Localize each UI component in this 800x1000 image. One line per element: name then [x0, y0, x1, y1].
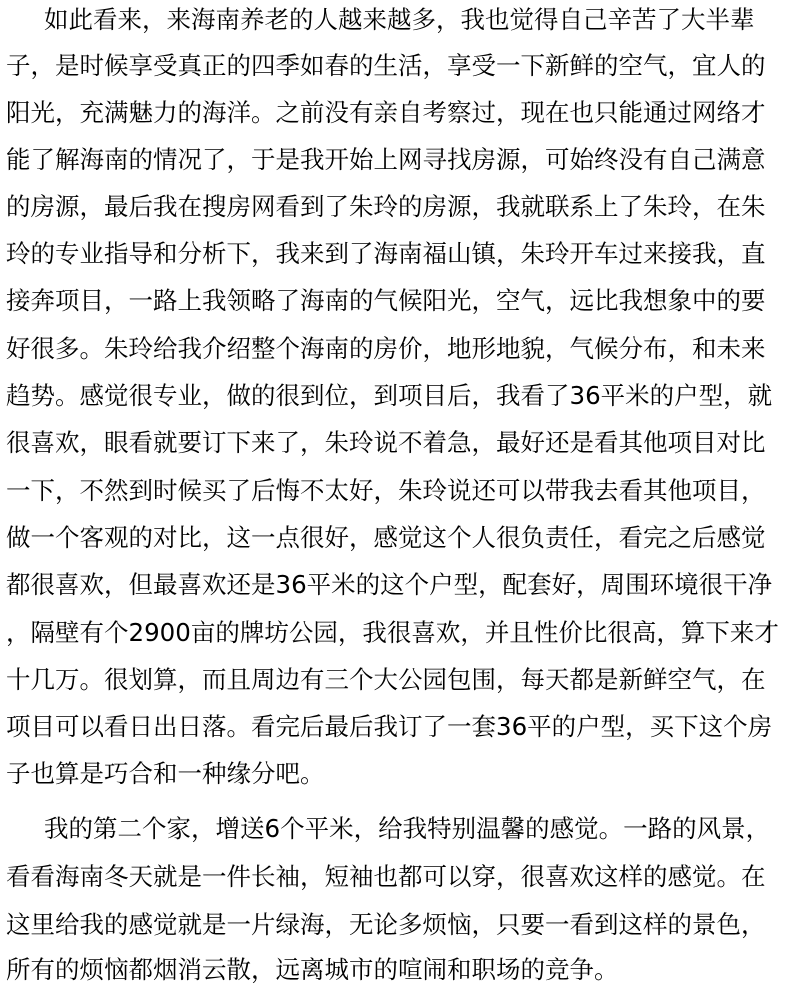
- text-line: 趋势。感觉很专业，做的很到位，到项目后，我看了36平米的户型，就: [6, 381, 773, 410]
- text-line: 如此看来，来海南养老的人越来越多，我也觉得自己辛苦了大半辈: [44, 5, 755, 34]
- text-line: 做一个客观的对比，这一点很好，感觉这个人很负责任，看完之后感觉: [6, 523, 766, 552]
- text-line: 接奔项目，一路上我领略了海南的气候阳光，空气，远比我想象中的要: [6, 286, 766, 315]
- text-line: 子，是时候享受真正的四季如春的生活，享受一下新鲜的空气，宜人的: [6, 51, 766, 80]
- text-line: 这里给我的感觉就是一片绿海，无论多烦恼，只要一看到这样的景色，: [6, 910, 766, 939]
- text-line: 一下，不然到时候买了后悔不太好，朱玲说还可以带我去看其他项目，: [6, 476, 766, 505]
- text-line: 阳光，充满魅力的海洋。之前没有亲自考察过，现在也只能通过网络才: [6, 98, 766, 127]
- text-line: 很喜欢，眼看就要订下来了，朱玲说不着急，最好还是看其他项目对比: [6, 428, 766, 457]
- text-line: 好很多。朱玲给我介绍整个海南的房价，地形地貌，气候分布，和未来: [6, 334, 766, 363]
- text-line: 都很喜欢，但最喜欢还是36平米的这个户型，配套好，周围环境很干净: [6, 570, 773, 599]
- text-line: ，隔壁有个2900亩的牌坊公园，我很喜欢，并且性价比很高，算下来才: [6, 618, 779, 647]
- text-line: 十几万。很划算，而且周边有三个大公园包围，每天都是新鲜空气，在: [6, 665, 766, 694]
- text-line: 能了解海南的情况了，于是我开始上网寻找房源，可始终没有自己满意: [6, 145, 766, 174]
- text-line: 所有的烦恼都烟消云散，远离城市的喧闹和职场的竞争。: [6, 955, 619, 984]
- text-line: 看看海南冬天就是一件长袖，短袖也都可以穿，很喜欢这样的感觉。在: [6, 862, 766, 891]
- text-line: 的房源，最后我在搜房网看到了朱玲的房源，我就联系上了朱玲，在朱: [6, 192, 766, 221]
- text-line: 玲的专业指导和分析下，我来到了海南福山镇，朱玲开车过来接我，直: [6, 239, 766, 268]
- text-line: 子也算是巧合和一种缘分吧。: [6, 759, 325, 788]
- text-line: 我的第二个家，增送6个平米，给我特别温馨的感觉。一路的风景，: [44, 814, 771, 843]
- text-line: 项目可以看日出日落。看完后最后我订了一套36平的户型，买下这个房: [6, 712, 773, 741]
